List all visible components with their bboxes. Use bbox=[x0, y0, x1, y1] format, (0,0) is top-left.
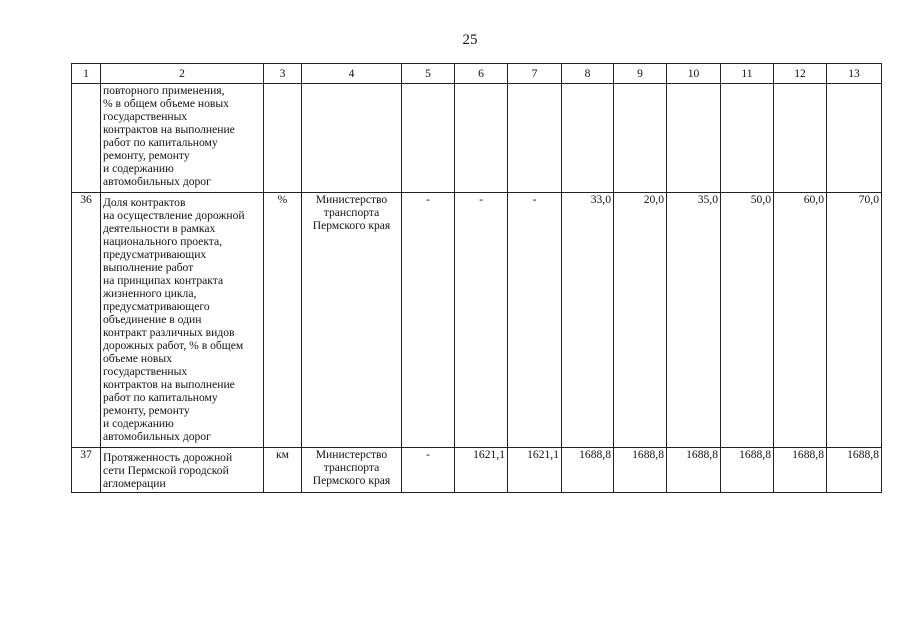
row-number: 37 bbox=[72, 448, 101, 493]
organization-line: Пермского края bbox=[312, 474, 391, 487]
indicator-name-line: автомобильных дорог bbox=[103, 175, 211, 188]
organization-cell bbox=[302, 84, 402, 193]
value-cell: 20,0 bbox=[614, 193, 667, 448]
indicator-name-line: автомобильных дорог bbox=[103, 430, 211, 443]
indicator-name-line: на осуществление дорожной bbox=[103, 209, 245, 222]
indicator-name-line: дорожных работ, % в общем bbox=[103, 339, 244, 352]
indicator-name-line: Протяженность дорожной bbox=[103, 451, 233, 464]
header-cell: 13 bbox=[827, 64, 882, 84]
value-cell bbox=[402, 84, 455, 193]
indicator-name-line: объеме новых bbox=[103, 352, 172, 365]
header-cell: 3 bbox=[264, 64, 302, 84]
header-cell: 5 bbox=[402, 64, 455, 84]
table-row bbox=[72, 193, 882, 448]
unit-cell: км bbox=[264, 448, 302, 493]
value-cell bbox=[667, 84, 721, 193]
indicator-name-line: государственных bbox=[103, 110, 188, 123]
header-cell: 2 bbox=[101, 64, 264, 84]
indicator-name-line: объединение в один bbox=[103, 313, 202, 326]
indicator-name-line: ремонту, ремонту bbox=[103, 404, 190, 417]
indicators-table bbox=[71, 63, 882, 493]
indicator-name-line: работ по капитальному bbox=[103, 136, 218, 149]
header-cell: 1 bbox=[72, 64, 101, 84]
row-number: 36 bbox=[72, 193, 101, 448]
value-cell: 1688,8 bbox=[614, 448, 667, 493]
row-number bbox=[72, 84, 101, 193]
header-cell: 8 bbox=[562, 64, 614, 84]
organization-line: транспорта bbox=[323, 206, 380, 219]
value-cell: 1688,8 bbox=[827, 448, 882, 493]
value-cell: 60,0 bbox=[774, 193, 827, 448]
header-cell: 6 bbox=[455, 64, 508, 84]
value-cell bbox=[721, 84, 774, 193]
indicator-name-line: национального проекта, bbox=[103, 235, 223, 248]
value-cell bbox=[774, 84, 827, 193]
value-cell bbox=[562, 84, 614, 193]
organization-line: Министерство bbox=[315, 193, 388, 206]
value-cell: - bbox=[455, 193, 508, 448]
value-cell bbox=[508, 84, 562, 193]
value-cell: 1688,8 bbox=[562, 448, 614, 493]
value-cell: 1621,1 bbox=[508, 448, 562, 493]
indicator-name-line: контракт различных видов bbox=[103, 326, 235, 339]
indicator-name-line: работ по капитальному bbox=[103, 391, 218, 404]
value-cell: - bbox=[402, 193, 455, 448]
indicator-name-line: повторного применения, bbox=[103, 84, 225, 97]
unit-cell: % bbox=[264, 193, 302, 448]
organization-line: Пермского края bbox=[312, 219, 391, 232]
value-cell: 1621,1 bbox=[455, 448, 508, 493]
value-cell bbox=[827, 84, 882, 193]
indicator-name-line: и содержанию bbox=[103, 162, 174, 175]
indicator-name bbox=[101, 448, 264, 493]
header-cell: 12 bbox=[774, 64, 827, 84]
organization-cell bbox=[302, 193, 402, 448]
indicator-name-line: ремонту, ремонту bbox=[103, 149, 190, 162]
value-cell: 50,0 bbox=[721, 193, 774, 448]
indicator-name bbox=[101, 193, 264, 448]
indicator-name-line: предусматривающих bbox=[103, 248, 207, 261]
indicator-name-line: % в общем объеме новых bbox=[103, 97, 229, 110]
table-row-continued bbox=[72, 84, 882, 193]
indicator-name-line: предусматривающего bbox=[103, 300, 210, 313]
value-cell: 1688,8 bbox=[667, 448, 721, 493]
unit-cell bbox=[264, 84, 302, 193]
value-cell: 35,0 bbox=[667, 193, 721, 448]
value-cell: 33,0 bbox=[562, 193, 614, 448]
indicator-name-line: жизненного цикла, bbox=[103, 287, 197, 300]
indicator-name-line: выполнение работ bbox=[103, 261, 194, 274]
header-row bbox=[72, 64, 882, 84]
value-cell: 70,0 bbox=[827, 193, 882, 448]
value-cell bbox=[455, 84, 508, 193]
indicator-name-line: государственных bbox=[103, 365, 188, 378]
value-cell: - bbox=[508, 193, 562, 448]
value-cell: 1688,8 bbox=[774, 448, 827, 493]
value-cell: 1688,8 bbox=[721, 448, 774, 493]
organization-cell bbox=[302, 448, 402, 493]
indicator-name-line: деятельности в рамках bbox=[103, 222, 216, 235]
table-row bbox=[72, 448, 882, 493]
indicator-name-line: и содержанию bbox=[103, 417, 174, 430]
organization-line: транспорта bbox=[323, 461, 380, 474]
indicator-name-line: контрактов на выполнение bbox=[103, 378, 235, 391]
header-cell: 10 bbox=[667, 64, 721, 84]
indicator-name-line: агломерации bbox=[103, 477, 166, 490]
header-cell: 11 bbox=[721, 64, 774, 84]
page-number: 25 bbox=[462, 32, 478, 48]
organization-line: Министерство bbox=[315, 448, 388, 461]
indicator-name-line: сети Пермской городской bbox=[103, 464, 229, 477]
header-cell: 9 bbox=[614, 64, 667, 84]
indicator-name-line: контрактов на выполнение bbox=[103, 123, 235, 136]
indicator-name-line: на принципах контракта bbox=[103, 274, 224, 287]
header-cell: 4 bbox=[302, 64, 402, 84]
value-cell bbox=[614, 84, 667, 193]
value-cell: - bbox=[402, 448, 455, 493]
indicator-name bbox=[101, 84, 264, 193]
indicator-name-line: Доля контрактов bbox=[103, 196, 186, 209]
header-cell: 7 bbox=[508, 64, 562, 84]
